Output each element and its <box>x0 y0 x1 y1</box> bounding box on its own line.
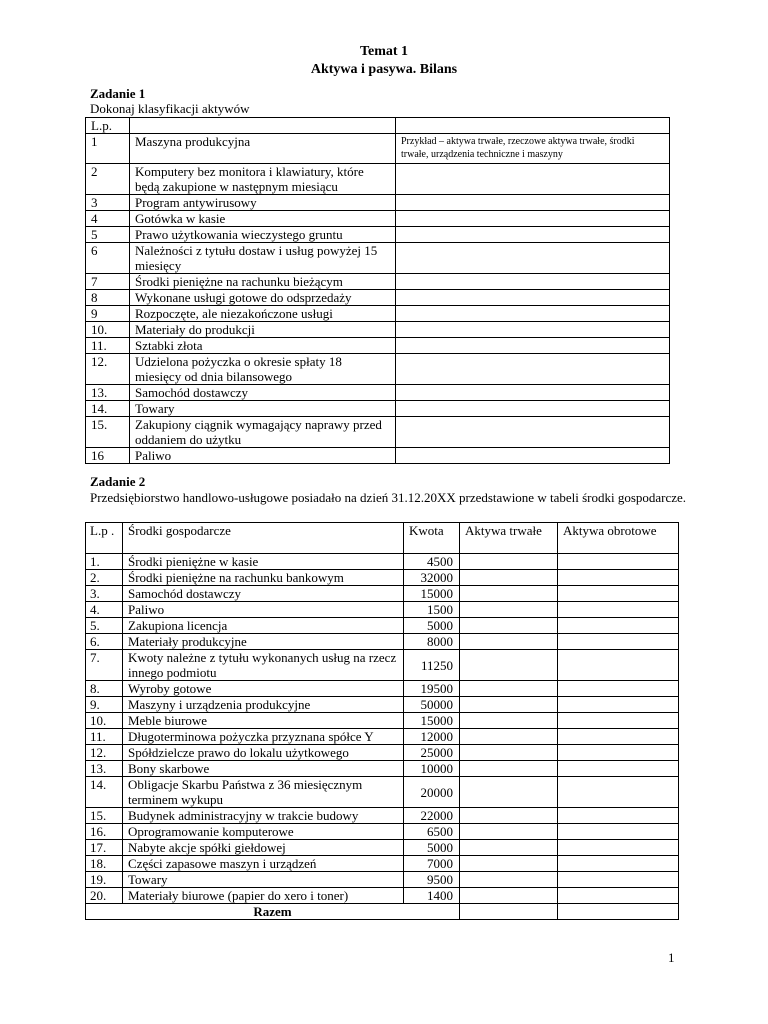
column-header-classification <box>396 118 670 134</box>
row-asset-name: Udzielona pożyczka o okresie spłaty 18 miesięcy od dnia bilansowego <box>130 354 396 385</box>
row-resource-name: Długoterminowa pożyczka przyznana spółce Y <box>123 729 404 745</box>
table-row <box>86 290 670 306</box>
row-lp: 6 <box>86 243 130 274</box>
table-row <box>86 840 679 856</box>
table-row <box>86 164 670 195</box>
row-current-assets-cell <box>558 713 679 729</box>
row-classification-cell <box>396 385 670 401</box>
page-number: 1 <box>668 950 675 965</box>
row-lp: 2 <box>86 164 130 195</box>
row-asset-name: Maszyna produkcyjna <box>130 134 396 164</box>
row-resource-name: Kwoty należne z tytułu wykonanych usług na rzecz innego podmiotu <box>123 650 404 681</box>
row-current-assets-cell <box>558 872 679 888</box>
row-resource-name: Materiały biurowe (papier do xero i toner) <box>123 888 404 904</box>
row-lp: 3. <box>86 586 123 602</box>
row-current-assets-cell <box>558 618 679 634</box>
row-resource-name: Wyroby gotowe <box>123 681 404 697</box>
row-fixed-assets-cell <box>460 650 558 681</box>
row-amount: 19500 <box>404 681 460 697</box>
row-classification-cell <box>396 243 670 274</box>
table-row <box>86 872 679 888</box>
row-resource-name: Budynek administracyjny w trakcie budowy <box>123 808 404 824</box>
row-asset-name: Samochód dostawczy <box>130 385 396 401</box>
column-header-fixed-assets: Aktywa trwałe <box>460 523 558 554</box>
row-fixed-assets-cell <box>460 761 558 777</box>
row-current-assets-cell <box>558 650 679 681</box>
economic-resources-table <box>85 522 679 920</box>
row-classification-cell <box>396 401 670 417</box>
row-lp: 8. <box>86 681 123 697</box>
row-fixed-assets-cell <box>460 618 558 634</box>
row-current-assets-cell <box>558 777 679 808</box>
table-row <box>86 634 679 650</box>
row-resource-name: Towary <box>123 872 404 888</box>
row-lp: 5 <box>86 227 130 243</box>
row-amount: 5000 <box>404 840 460 856</box>
row-amount: 8000 <box>404 634 460 650</box>
row-lp: 18. <box>86 856 123 872</box>
row-fixed-assets-cell <box>460 872 558 888</box>
row-lp: 9 <box>86 306 130 322</box>
total-label: Razem <box>86 904 460 920</box>
row-amount: 6500 <box>404 824 460 840</box>
row-fixed-assets-cell <box>460 729 558 745</box>
row-fixed-assets-cell <box>460 602 558 618</box>
row-classification-cell <box>396 338 670 354</box>
row-resource-name: Nabyte akcje spółki giełdowej <box>123 840 404 856</box>
table-row <box>86 401 670 417</box>
row-lp: 16 <box>86 448 130 464</box>
row-lp: 2. <box>86 570 123 586</box>
table-row <box>86 338 670 354</box>
row-lp: 1 <box>86 134 130 164</box>
row-asset-name: Towary <box>130 401 396 417</box>
row-asset-name: Materiały do produkcji <box>130 322 396 338</box>
table-row <box>86 243 670 274</box>
row-lp: 12. <box>86 354 130 385</box>
row-current-assets-cell <box>558 729 679 745</box>
row-asset-name: Należności z tytułu dostaw i usług powyżej 15 miesięcy <box>130 243 396 274</box>
table-row <box>86 211 670 227</box>
row-amount: 11250 <box>404 650 460 681</box>
row-lp: 7. <box>86 650 123 681</box>
row-lp: 12. <box>86 745 123 761</box>
table-row <box>86 306 670 322</box>
row-amount: 10000 <box>404 761 460 777</box>
row-asset-name: Program antywirusowy <box>130 195 396 211</box>
row-current-assets-cell <box>558 570 679 586</box>
row-lp: 4. <box>86 602 123 618</box>
table-row <box>86 697 679 713</box>
row-current-assets-cell <box>558 840 679 856</box>
row-classification-cell <box>396 448 670 464</box>
row-lp: 20. <box>86 888 123 904</box>
row-fixed-assets-cell <box>460 697 558 713</box>
table-row <box>86 570 679 586</box>
row-resource-name: Środki pieniężne na rachunku bankowym <box>123 570 404 586</box>
row-amount: 4500 <box>404 554 460 570</box>
asset-classification-table <box>85 117 670 464</box>
row-lp: 14. <box>86 401 130 417</box>
row-fixed-assets-cell <box>460 856 558 872</box>
row-fixed-assets-cell <box>460 745 558 761</box>
row-fixed-assets-cell <box>460 824 558 840</box>
row-fixed-assets-cell <box>460 777 558 808</box>
task2-intro: Przedsiębiorstwo handlowo-usługowe posiadało na dzień 31.12.20XX przedstawione w tabeli środki gospodarcze. <box>90 490 687 505</box>
row-current-assets-cell <box>558 808 679 824</box>
row-lp: 4 <box>86 211 130 227</box>
row-classification-cell <box>396 274 670 290</box>
row-asset-name: Zakupiony ciągnik wymagający naprawy przed oddaniem do użytku <box>130 417 396 448</box>
document-title: Temat 1 <box>359 44 409 59</box>
row-lp: 13. <box>86 385 130 401</box>
column-header-lp: L.p. <box>86 118 130 134</box>
table-row <box>86 322 670 338</box>
row-classification-cell <box>396 211 670 227</box>
table-row <box>86 713 679 729</box>
column-header-current-assets: Aktywa obrotowe <box>558 523 679 554</box>
row-amount: 15000 <box>404 586 460 602</box>
row-lp: 8 <box>86 290 130 306</box>
row-resource-name: Części zapasowe maszyn i urządzeń <box>123 856 404 872</box>
row-lp: 17. <box>86 840 123 856</box>
row-classification-cell <box>396 306 670 322</box>
row-amount: 12000 <box>404 729 460 745</box>
row-lp: 15. <box>86 808 123 824</box>
row-current-assets-cell <box>558 761 679 777</box>
row-fixed-assets-cell <box>460 570 558 586</box>
row-classification-cell <box>396 290 670 306</box>
row-current-assets-cell <box>558 888 679 904</box>
table-row <box>86 354 670 385</box>
row-current-assets-cell <box>558 634 679 650</box>
row-amount: 1400 <box>404 888 460 904</box>
row-fixed-assets-cell <box>460 808 558 824</box>
row-lp: 11. <box>86 729 123 745</box>
row-current-assets-cell <box>558 697 679 713</box>
task1-intro: Dokonaj klasyfikacji aktywów <box>90 101 250 116</box>
row-amount: 15000 <box>404 713 460 729</box>
column-header-lp: L.p . <box>86 523 123 554</box>
table-row <box>86 824 679 840</box>
table-row <box>86 856 679 872</box>
row-resource-name: Meble biurowe <box>123 713 404 729</box>
table-row <box>86 448 670 464</box>
row-asset-name: Środki pieniężne na rachunku bieżącym <box>130 274 396 290</box>
row-classification-cell <box>396 164 670 195</box>
row-asset-name: Sztabki złota <box>130 338 396 354</box>
row-amount: 25000 <box>404 745 460 761</box>
row-lp: 5. <box>86 618 123 634</box>
row-current-assets-cell <box>558 745 679 761</box>
row-current-assets-cell <box>558 856 679 872</box>
row-amount: 1500 <box>404 602 460 618</box>
table-row <box>86 745 679 761</box>
row-fixed-assets-cell <box>460 840 558 856</box>
row-current-assets-cell <box>558 824 679 840</box>
table-row <box>86 586 679 602</box>
row-amount: 7000 <box>404 856 460 872</box>
total-current-assets-cell <box>558 904 679 920</box>
row-resource-name: Spółdzielcze prawo do lokalu użytkowego <box>123 745 404 761</box>
row-fixed-assets-cell <box>460 888 558 904</box>
row-fixed-assets-cell <box>460 713 558 729</box>
row-current-assets-cell <box>558 602 679 618</box>
row-lp: 9. <box>86 697 123 713</box>
table-row <box>86 417 670 448</box>
task1-heading: Zadanie 1 <box>90 86 146 101</box>
row-current-assets-cell <box>558 586 679 602</box>
row-resource-name: Materiały produkcyjne <box>123 634 404 650</box>
row-lp: 19. <box>86 872 123 888</box>
row-amount: 32000 <box>404 570 460 586</box>
row-lp: 10. <box>86 713 123 729</box>
row-resource-name: Zakupiona licencja <box>123 618 404 634</box>
table-header-row <box>86 118 670 134</box>
row-fixed-assets-cell <box>460 554 558 570</box>
row-classification-cell <box>396 354 670 385</box>
row-resource-name: Maszyny i urządzenia produkcyjne <box>123 697 404 713</box>
document-subtitle: Aktywa i pasywa. Bilans <box>310 62 458 77</box>
table-row <box>86 888 679 904</box>
row-lp: 10. <box>86 322 130 338</box>
row-amount: 22000 <box>404 808 460 824</box>
table-row <box>86 650 679 681</box>
table-row <box>86 385 670 401</box>
row-asset-name: Prawo użytkowania wieczystego gruntu <box>130 227 396 243</box>
table-row <box>86 777 679 808</box>
row-resource-name: Oprogramowanie komputerowe <box>123 824 404 840</box>
row-asset-name: Rozpoczęte, ale niezakończone usługi <box>130 306 396 322</box>
row-resource-name: Środki pieniężne w kasie <box>123 554 404 570</box>
row-classification-cell <box>396 195 670 211</box>
row-fixed-assets-cell <box>460 586 558 602</box>
row-lp: 14. <box>86 777 123 808</box>
column-header-name <box>130 118 396 134</box>
table-row <box>86 681 679 697</box>
table-row <box>86 227 670 243</box>
table-row <box>86 554 679 570</box>
row-lp: 16. <box>86 824 123 840</box>
table-row <box>86 618 679 634</box>
row-classification-cell <box>396 227 670 243</box>
row-resource-name: Paliwo <box>123 602 404 618</box>
row-asset-name: Komputery bez monitora i klawiatury, które będą zakupione w następnym miesiącu <box>130 164 396 195</box>
table-row <box>86 729 679 745</box>
table-row <box>86 761 679 777</box>
row-lp: 13. <box>86 761 123 777</box>
row-amount: 5000 <box>404 618 460 634</box>
row-classification-cell <box>396 417 670 448</box>
table-header-row <box>86 523 679 554</box>
row-amount: 9500 <box>404 872 460 888</box>
row-resource-name: Bony skarbowe <box>123 761 404 777</box>
row-current-assets-cell <box>558 681 679 697</box>
row-fixed-assets-cell <box>460 681 558 697</box>
column-header-resources: Środki gospodarcze <box>123 523 404 554</box>
row-lp: 15. <box>86 417 130 448</box>
example-classification-note: Przykład – aktywa trwałe, rzeczowe aktywa trwałe, środki trwałe, urządzenia techniczne i maszyny <box>396 134 670 164</box>
row-lp: 3 <box>86 195 130 211</box>
column-header-amount: Kwota <box>404 523 460 554</box>
row-amount: 20000 <box>404 777 460 808</box>
row-classification-cell <box>396 322 670 338</box>
row-fixed-assets-cell <box>460 634 558 650</box>
table-row <box>86 134 670 164</box>
row-resource-name: Obligacje Skarbu Państwa z 36 miesięcznym terminem wykupu <box>123 777 404 808</box>
row-amount: 50000 <box>404 697 460 713</box>
row-asset-name: Paliwo <box>130 448 396 464</box>
table-row <box>86 195 670 211</box>
row-lp: 6. <box>86 634 123 650</box>
row-lp: 1. <box>86 554 123 570</box>
row-lp: 7 <box>86 274 130 290</box>
row-lp: 11. <box>86 338 130 354</box>
row-resource-name: Samochód dostawczy <box>123 586 404 602</box>
row-current-assets-cell <box>558 554 679 570</box>
row-asset-name: Wykonane usługi gotowe do odsprzedaży <box>130 290 396 306</box>
task2-heading: Zadanie 2 <box>90 474 146 489</box>
total-fixed-assets-cell <box>460 904 558 920</box>
total-row <box>86 904 679 920</box>
row-asset-name: Gotówka w kasie <box>130 211 396 227</box>
table-row <box>86 274 670 290</box>
table-row <box>86 808 679 824</box>
table-row <box>86 602 679 618</box>
